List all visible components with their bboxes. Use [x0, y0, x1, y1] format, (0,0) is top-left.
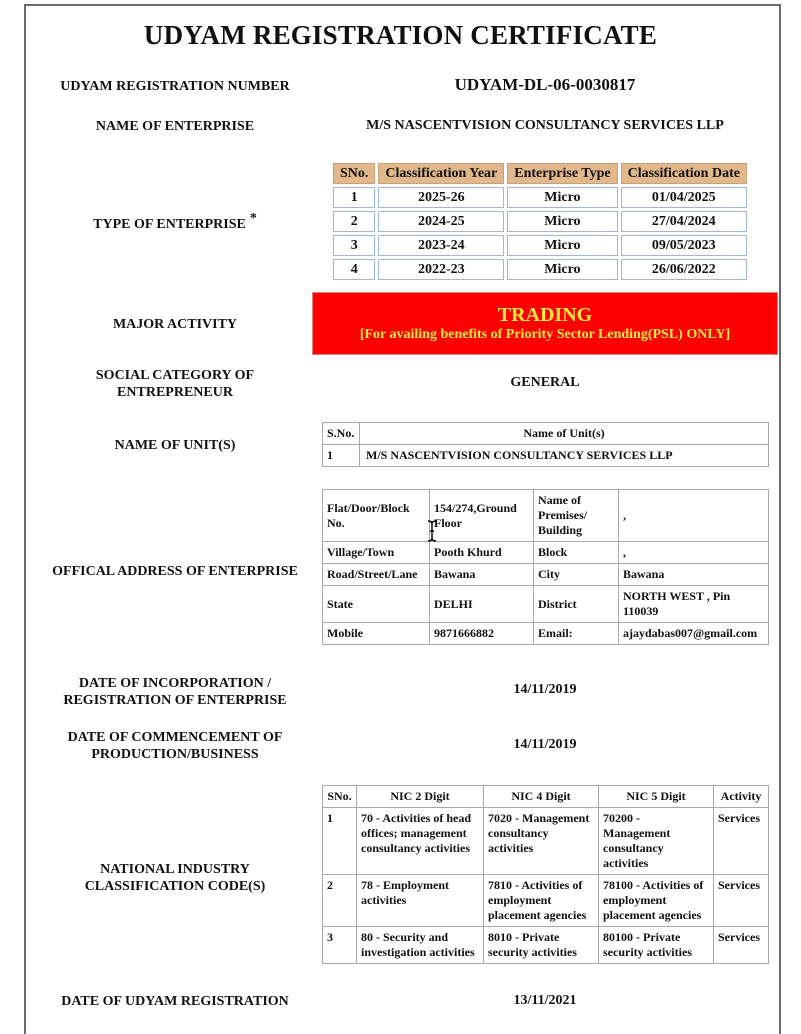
nic-label-line1: NATIONAL INDUSTRY: [100, 862, 250, 877]
type-cell: Micro: [507, 259, 617, 280]
table-row: [333, 187, 747, 208]
social-category-label: [30, 367, 320, 401]
nic-header-row: [323, 786, 769, 808]
table-row: [323, 564, 769, 586]
address-value-cell: ,: [619, 490, 769, 542]
certificate-title: UDYAM REGISTRATION CERTIFICATE: [143, 20, 658, 50]
enterprise-name-label: NAME OF ENTERPRISE: [95, 119, 255, 134]
nic2-cell: 78 - Employment activities: [357, 875, 484, 927]
commencement-date-value: 14/11/2019: [513, 737, 577, 752]
activity-cell: Services: [714, 875, 769, 927]
column-header: Activity: [714, 786, 769, 808]
nic-label: [30, 861, 320, 895]
address-value-cell: Bawana: [619, 564, 769, 586]
incorporation-label-line1: DATE OF INCORPORATION /: [78, 676, 272, 691]
address-value-cell: Pooth Khurd: [430, 542, 534, 564]
table-row: [323, 875, 769, 927]
type-cell: Micro: [507, 211, 617, 232]
table-row: [323, 808, 769, 875]
nic4-cell: 7810 - Activities of employment placement agencies: [484, 875, 599, 927]
table-row: [333, 259, 747, 280]
address-label: OFFICAL ADDRESS OF ENTERPRISE: [52, 564, 298, 579]
address-table: [322, 489, 769, 645]
social-category-value: GENERAL: [510, 375, 580, 390]
address-value-cell: ,: [619, 542, 769, 564]
address-key-cell: Name of Premises/ Building: [534, 490, 619, 542]
sno-cell: 1: [323, 808, 357, 875]
column-header: Enterprise Type: [507, 163, 617, 184]
column-header: Name of Unit(s): [360, 423, 769, 445]
column-header: SNo.: [323, 786, 357, 808]
column-header: SNo.: [333, 163, 375, 184]
activity-cell: Services: [714, 927, 769, 964]
asterisk-marker: *: [249, 211, 257, 226]
type-cell: Micro: [507, 235, 617, 256]
column-header: Classification Year: [378, 163, 504, 184]
address-value-cell: Bawana: [430, 564, 534, 586]
nic5-cell: 80100 - Private security activities: [599, 927, 714, 964]
year-cell: 2022-23: [378, 259, 504, 280]
sno-cell: 3: [323, 927, 357, 964]
commencement-label: [30, 729, 320, 763]
table-row: [323, 927, 769, 964]
year-cell: 2023-24: [378, 235, 504, 256]
social-category-label-line1: SOCIAL CATEGORY OF: [95, 368, 255, 383]
column-header: NIC 4 Digit: [484, 786, 599, 808]
date-cell: 27/04/2024: [621, 211, 747, 232]
sno-cell: 3: [333, 235, 375, 256]
classification-header-row: [333, 163, 747, 184]
sno-cell: 4: [333, 259, 375, 280]
address-key-cell: Email:: [534, 623, 619, 645]
type-of-enterprise-label: [30, 210, 320, 233]
social-category-label-line2: ENTREPRENEUR: [117, 385, 233, 400]
activity-cell: Services: [714, 808, 769, 875]
address-key-cell: Block: [534, 542, 619, 564]
address-key-cell: Village/Town: [323, 542, 430, 564]
table-row: [333, 211, 747, 232]
nic2-cell: 70 - Activities of head offices; management consultancy activities: [357, 808, 484, 875]
incorporation-date-value: 14/11/2019: [513, 682, 577, 697]
sno-cell: 1: [333, 187, 375, 208]
address-key-cell: City: [534, 564, 619, 586]
nic4-cell: 8010 - Private security activities: [484, 927, 599, 964]
address-key-cell: Flat/Door/Block No.: [323, 490, 430, 542]
type-cell: Micro: [507, 187, 617, 208]
major-activity-note: [For availing benefits of Priority Sector Lending(PSL) ONLY]: [359, 327, 731, 342]
udyam-registration-date-value: 13/11/2021: [513, 993, 577, 1008]
udyam-registration-date-label: DATE OF UDYAM REGISTRATION: [61, 994, 289, 1009]
units-table: [322, 422, 769, 467]
unit-name-cell: M/S NASCENTVISION CONSULTANCY SERVICES LLP: [360, 445, 769, 467]
address-key-cell: State: [323, 586, 430, 623]
table-row: [333, 235, 747, 256]
column-header: NIC 2 Digit: [357, 786, 484, 808]
incorporation-label-line2: REGISTRATION OF ENTERPRISE: [63, 693, 287, 708]
column-header: NIC 5 Digit: [599, 786, 714, 808]
address-key-cell: Mobile: [323, 623, 430, 645]
major-activity-value: TRADING: [497, 304, 593, 326]
address-key-cell: Road/Street/Lane: [323, 564, 430, 586]
date-cell: 26/06/2022: [621, 259, 747, 280]
address-value-cell: 154/274,Ground Floor: [430, 490, 534, 542]
email-cell[interactable]: ajaydabas007@gmail.com: [619, 623, 769, 645]
date-cell: 01/04/2025: [621, 187, 747, 208]
enterprise-name-value: M/S NASCENTVISION CONSULTANCY SERVICES LLP: [366, 118, 724, 133]
commencement-label-line2: PRODUCTION/BUSINESS: [91, 747, 259, 762]
address-value-cell: DELHI: [430, 586, 534, 623]
sno-cell: 2: [333, 211, 375, 232]
year-cell: 2024-25: [378, 211, 504, 232]
incorporation-label: [30, 675, 320, 709]
address-value-cell: NORTH WEST , Pin 110039: [619, 586, 769, 623]
units-header-row: [323, 423, 769, 445]
table-row: [323, 586, 769, 623]
table-row: [323, 490, 769, 542]
registration-number-label: UDYAM REGISTRATION NUMBER: [60, 79, 290, 94]
date-cell: 09/05/2023: [621, 235, 747, 256]
nic5-cell: 78100 - Activities of employment placement agencies: [599, 875, 714, 927]
commencement-label-line1: DATE OF COMMENCEMENT OF: [67, 730, 283, 745]
year-cell: 2025-26: [378, 187, 504, 208]
units-label: NAME OF UNIT(S): [114, 438, 236, 453]
classification-table: [330, 160, 750, 283]
sno-cell: 1: [323, 445, 360, 467]
nic4-cell: 7020 - Management consultancy activities: [484, 808, 599, 875]
address-value-cell: 9871666882: [430, 623, 534, 645]
major-activity-banner: [312, 292, 778, 355]
nic5-cell: 70200 - Management consultancy activities: [599, 808, 714, 875]
table-row: [323, 445, 769, 467]
table-row: [323, 542, 769, 564]
nic-table: [322, 785, 769, 964]
registration-number-value: UDYAM-DL-06-0030817: [454, 75, 636, 94]
column-header: S.No.: [323, 423, 360, 445]
address-key-cell: District: [534, 586, 619, 623]
type-of-enterprise-text: TYPE OF ENTERPRISE: [93, 217, 246, 232]
major-activity-label: MAJOR ACTIVITY: [112, 317, 238, 332]
nic-label-line2: CLASSIFICATION CODE(S): [84, 879, 266, 894]
table-row: [323, 623, 769, 645]
column-header: Classification Date: [621, 163, 747, 184]
sno-cell: 2: [323, 875, 357, 927]
nic2-cell: 80 - Security and investigation activities: [357, 927, 484, 964]
